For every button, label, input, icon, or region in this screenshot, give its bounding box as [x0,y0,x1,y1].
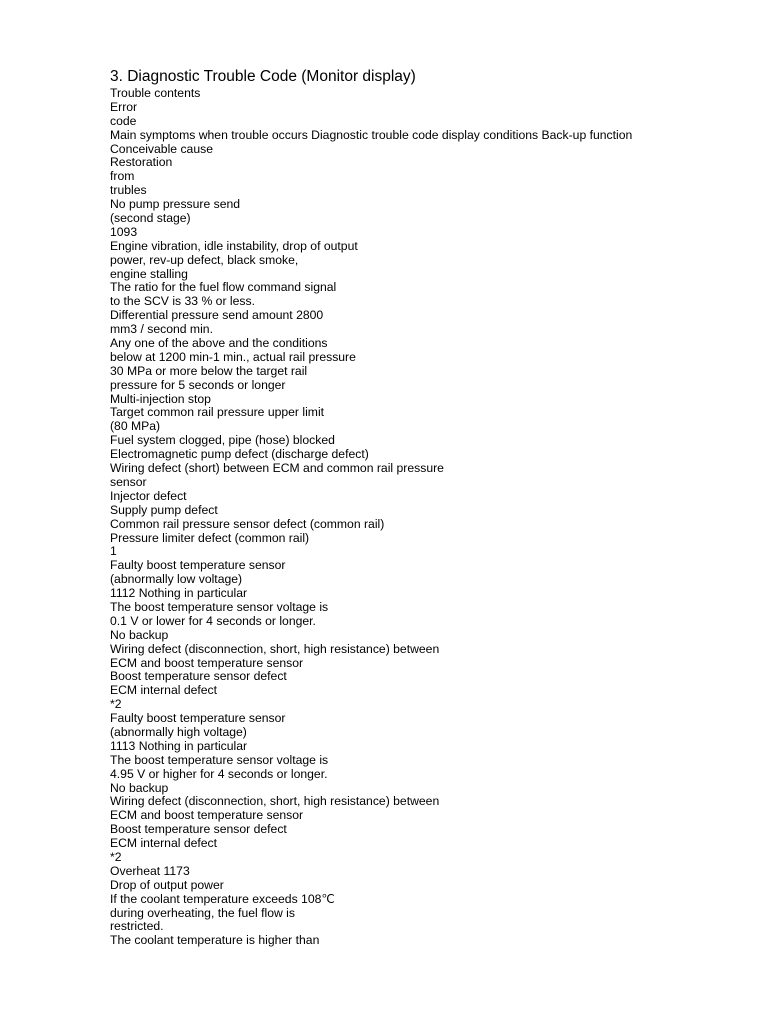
text-line: No pump pressure send [110,197,241,212]
text-line: No backup [110,627,169,642]
text-line: restricted. [110,919,164,934]
text-line: Wiring defect (disconnection, short, high resistance) between [110,641,440,656]
text-line: Wiring defect (short) between ECM and common rail pressure [110,461,444,476]
text-line: engine stalling [110,266,188,281]
text-line: ECM internal defect [110,683,218,698]
text-line: (abnormally high voltage) [110,724,247,739]
text-line: during overheating, the fuel flow is [110,905,295,920]
text-line: The ratio for the fuel flow command signal [110,280,337,295]
document-page [110,67,750,948]
text-line: Faulty boost temperature sensor [110,558,286,573]
text-line: No backup [110,780,169,795]
text-line: to the SCV is 33 % or less. [110,294,255,309]
text-line: (second stage) [110,211,191,226]
text-line: 1 [110,544,117,559]
text-line: Conceivable cause [110,141,213,156]
text-line: 30 MPa or more below the target rail [110,363,308,378]
text-line: The boost temperature sensor voltage is [110,599,329,614]
text-line: 0.1 V or lower for 4 seconds or longer. [110,613,316,628]
text-line: The boost temperature sensor voltage is [110,752,329,767]
text-line: Multi-injection stop [110,391,211,406]
text-line: *2 [110,849,122,864]
text-line: Engine vibration, idle instability, drop of output [110,238,358,253]
text-line: Error [110,99,138,114]
text-line: The coolant temperature is higher than [110,933,320,948]
text-line: Trouble contents [110,86,201,100]
text-line: 1093 [110,224,138,239]
text-line: *2 [110,697,122,712]
document-title: 3. Diagnostic Trouble Code (Monitor display) [110,68,416,85]
text-line: Electromagnetic pump defect (discharge defect) [110,447,369,462]
text-line: 1113 Nothing in particular [110,738,248,753]
text-line: Supply pump defect [110,502,218,517]
text-line: code [110,113,137,128]
text-line: Restoration [110,155,173,170]
text-line: Wiring defect (disconnection, short, high resistance) between [110,794,440,809]
text-line: Boost temperature sensor defect [110,822,287,837]
text-line: Drop of output power [110,877,224,892]
text-line: Overheat 1173 [110,863,190,878]
text-line: below at 1200 min-1 min., actual rail pressure [110,349,356,364]
text-line: trubles [110,183,147,198]
text-line: Injector defect [110,488,187,503]
text-line: If the coolant temperature exceeds 108℃ [110,891,336,906]
text-line: power, rev-up defect, black smoke, [110,252,299,267]
text-line: 4.95 V or higher for 4 seconds or longer. [110,766,328,781]
text-line: Faulty boost temperature sensor [110,711,286,726]
text-line: pressure for 5 seconds or longer [110,377,286,392]
text-line: Main symptoms when trouble occurs Diagnostic trouble code display conditions Back-up function [110,127,633,142]
text-line: ECM internal defect [110,836,218,851]
text-line: 1112 Nothing in particular [110,586,248,601]
text-line: from [110,169,135,184]
document-body [110,87,750,948]
text-line: Pressure limiter defect (common rail) [110,530,310,545]
text-line: ECM and boost temperature sensor [110,808,304,823]
text-line: Fuel system clogged, pipe (hose) blocked [110,433,335,448]
text-line: sensor [110,474,147,489]
text-line: (abnormally low voltage) [110,572,243,587]
text-line: (80 MPa) [110,419,161,434]
text-line: Target common rail pressure upper limit [110,405,325,420]
text-line: mm3 / second min. [110,322,213,337]
text-line: Boost temperature sensor defect [110,669,287,684]
text-line: Common rail pressure sensor defect (common rail) [110,516,385,531]
text-line: ECM and boost temperature sensor [110,655,304,670]
text-line: Differential pressure send amount 2800 [110,308,324,323]
text-line: Any one of the above and the conditions [110,336,328,351]
